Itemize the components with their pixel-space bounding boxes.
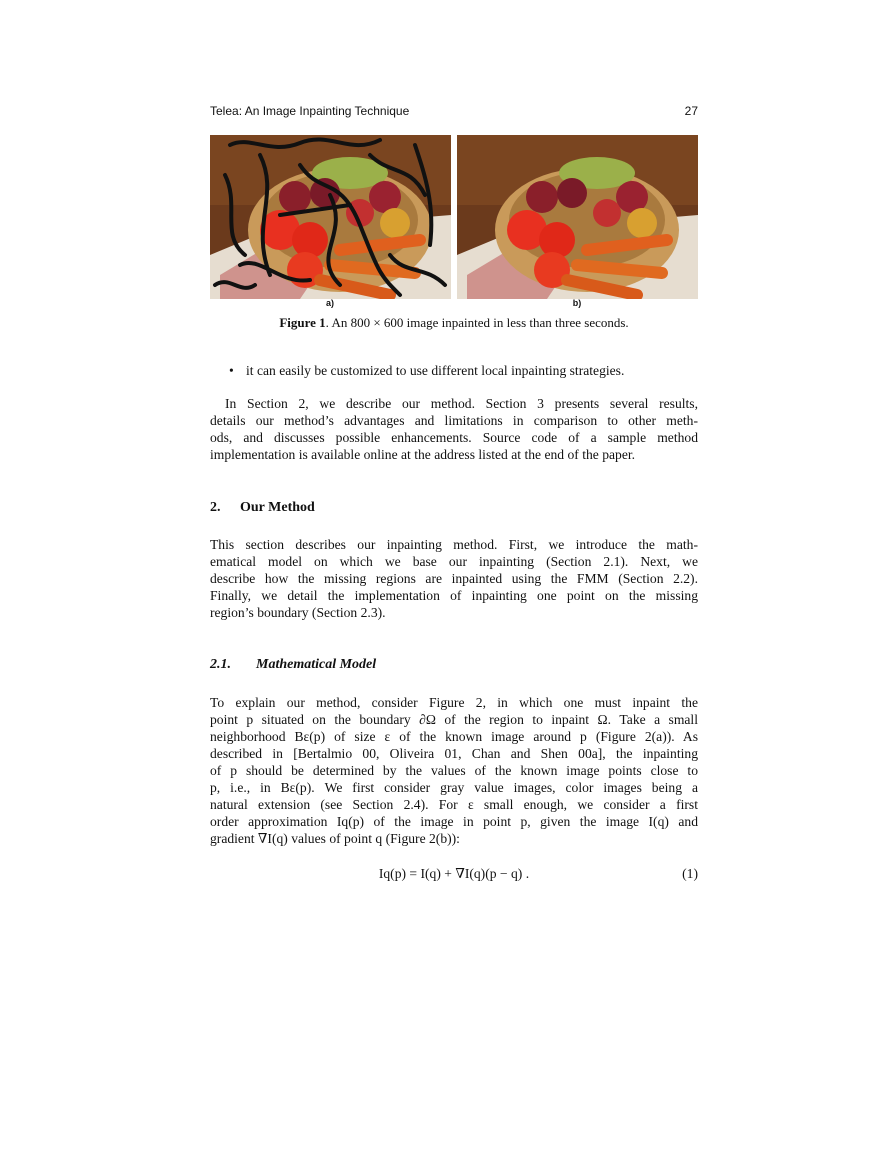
text-line: This section describes our inpainting method. First, we introduce the math-	[210, 537, 698, 552]
equation-1	[210, 866, 698, 886]
text-line: To explain our method, consider Figure 2, in which one must inpaint the	[210, 695, 698, 710]
caption-text: . An 800 × 600 image inpainted in less than three seconds.	[325, 315, 629, 330]
text-line: describe how the missing regions are inpainted using the FMM (Section 2.2).	[210, 571, 698, 586]
caption-label: Figure 1	[279, 315, 326, 330]
text-line: In Section 2, we describe our method. Section 3 presents several results,	[225, 396, 698, 411]
equation-number: (1)	[682, 866, 698, 881]
text-line: order approximation Iq(p) of the image in point p, given the image I(q) and	[210, 814, 698, 829]
subsection-heading	[210, 657, 376, 673]
section-heading	[210, 500, 315, 516]
damaged-fruit-basket-image	[210, 135, 451, 299]
text-line: region’s boundary (Section 2.3).	[210, 605, 386, 620]
text-line: natural extension (see Section 2.4). For ε small enough, we consider a first	[210, 797, 698, 812]
text-line: p, i.e., in Bε(p). We first consider gray value images, color images being a	[210, 780, 698, 795]
text-line: point p situated on the boundary ∂Ω of the region to inpaint Ω. Take a small	[210, 712, 698, 727]
text-line: gradient ∇I(q) values of point q (Figure 2(b)):	[210, 831, 460, 846]
text-line: Finally, we detail the implementation of inpainting one point on the missing	[210, 588, 698, 603]
running-head	[210, 104, 698, 122]
text-line: ods, and discusses possible enhancements. Source code of a sample method	[210, 430, 698, 445]
subfigure-label-b: b)	[572, 298, 582, 308]
text-line: of p should be determined by the values of the known image points close to	[210, 763, 698, 778]
subsection-title: Mathematical Model	[256, 657, 377, 672]
text-line: described in [Bertalmio 00, Oliveira 01, Chan and Shen 00a], the inpainting	[210, 746, 698, 761]
section-number: 2.	[210, 500, 221, 515]
figure-1	[210, 135, 698, 310]
text-line: implementation is available online at the address listed at the end of the paper.	[210, 447, 636, 462]
paragraph-model	[210, 694, 698, 847]
running-head-title: Telea: An Image Inpainting Technique	[210, 104, 410, 118]
bullet-text: it can easily be customized to use different local inpainting strategies.	[246, 363, 625, 378]
equation-text: Iq(p) = I(q) + ∇I(q)(p − q) .	[378, 866, 530, 881]
figure-caption	[210, 315, 698, 331]
text-line: neighborhood Bε(p) of size ε of the known image around p (Figure 2(a)). As	[210, 729, 698, 744]
text-line: details our method’s advantages and limitations in comparison to other meth-	[210, 413, 698, 428]
page-number: 27	[684, 104, 698, 118]
paragraph-overview	[210, 395, 698, 463]
subsection-number: 2.1.	[210, 657, 231, 672]
section-title: Our Method	[240, 500, 315, 515]
bullet-dot: •	[229, 363, 234, 378]
subfigure-label-a: a)	[325, 298, 334, 308]
paragraph-method-intro	[210, 536, 698, 621]
inpainted-fruit-basket-image	[457, 135, 698, 299]
text-line: ematical model on which we base our inpainting (Section 2.1). Next, we	[210, 554, 698, 569]
